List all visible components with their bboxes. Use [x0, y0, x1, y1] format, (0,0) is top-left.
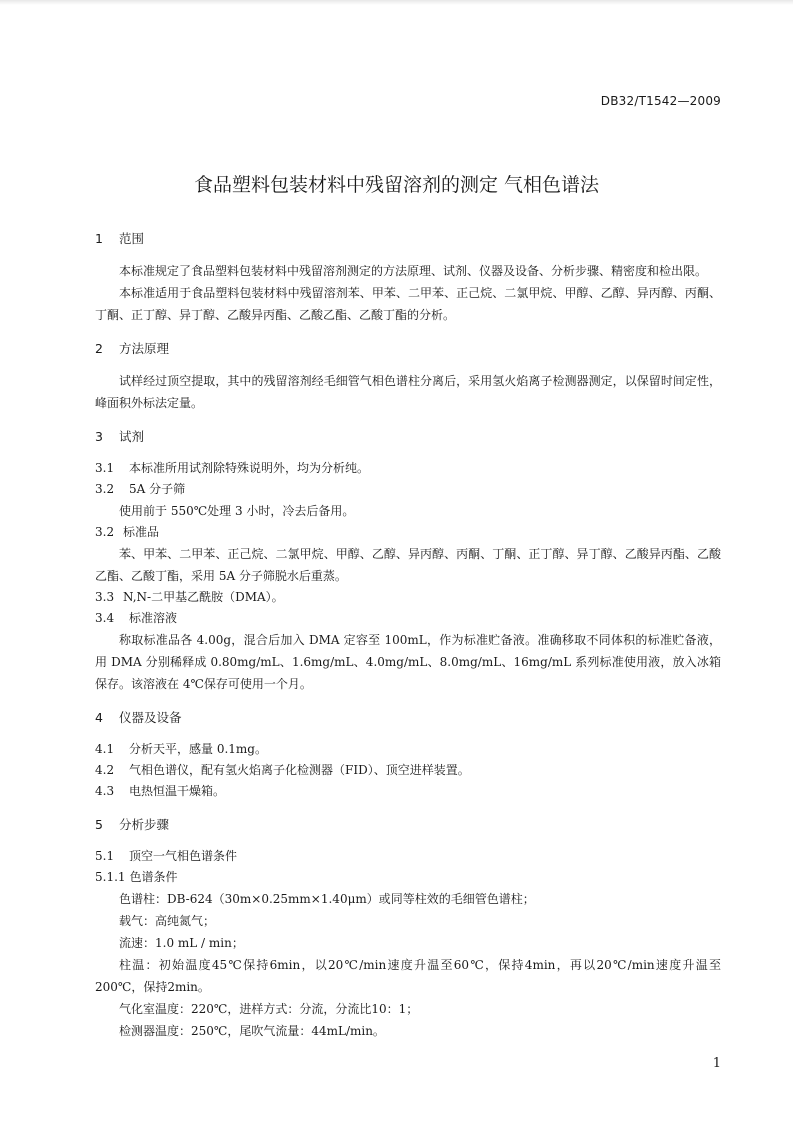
- condition-line: 载气：高纯氮气；: [119, 914, 216, 928]
- clause-text: 本标准所用试剂除特殊说明外，均为分析纯。: [129, 461, 370, 475]
- clause-number: 3.1: [95, 461, 115, 475]
- clause-number: 5.1: [95, 849, 115, 863]
- clause-text: 气相色谱仪，配有氢火焰离子化检测器（FID）、顶空进样装置。: [129, 763, 470, 777]
- section-heading: [95, 340, 721, 358]
- section-title: 范围: [119, 231, 145, 246]
- section-heading: [95, 428, 721, 446]
- clause-text: 电热恒温干燥箱。: [129, 784, 226, 798]
- condition-line: 气化室温度：220℃，进样方式：分流，分流比10：1；: [119, 1002, 419, 1016]
- clause: [95, 587, 721, 608]
- paragraph: 本标准规定了食品塑料包装材料中残留溶剂测定的方法原理、试剂、仪器及设备、分析步骤、精密度和检出限。: [119, 264, 708, 278]
- clause: [95, 522, 721, 543]
- clause-text: N,N-二甲基乙酰胺（DMA）。: [123, 590, 284, 604]
- document-number: DB32/T1542—2009: [600, 94, 721, 108]
- document-body: [95, 230, 721, 1042]
- clause: [95, 781, 721, 802]
- section-number: 5: [95, 817, 103, 832]
- clause-number: 4.1: [95, 742, 115, 756]
- condition-line: 色谱柱：DB-624（30m×0.25mm×1.40μm）或同等柱效的毛细管色谱柱；: [119, 892, 535, 906]
- section-number: 2: [95, 341, 103, 356]
- clause-body: 使用前于 550℃处理 3 小时，冷去后备用。: [119, 504, 355, 518]
- condition-line: 流速：1.0 mL / min；: [119, 936, 244, 950]
- clause: [95, 608, 721, 629]
- clause-text: 标准品: [123, 525, 160, 539]
- page-number: 1: [712, 1056, 721, 1071]
- clause-text: 标准溶液: [129, 611, 178, 625]
- paragraph: 试样经过顶空提取，其中的残留溶剂经毛细管气相色谱柱分离后，采用氢火焰离子检测器测定，以保留时间定性，峰面积外标法定量。: [95, 374, 721, 410]
- clause-text: 色谱条件: [129, 870, 178, 884]
- clause: [95, 458, 721, 479]
- clause-body: 苯、甲苯、二甲苯、正己烷、二氯甲烷、甲醇、乙醇、异丙醇、丙酮、丁酮、正丁醇、异丁醇、乙酸异丙酯、乙酸乙酯、乙酸丁酯，采用 5A 分子筛脱水后重蒸。: [95, 547, 721, 583]
- section-number: 1: [95, 231, 103, 246]
- clause: [95, 846, 721, 867]
- condition-line: 柱温：初始温度45℃保持6min，以20℃/min速度升温至60℃，保持4min，再以20℃/min速度升温至200℃，保持2min。: [95, 958, 721, 994]
- clause-number: 3.2: [95, 482, 115, 496]
- section-title: 分析步骤: [119, 817, 170, 832]
- clause: [95, 479, 721, 500]
- clause-body: 称取标准品各 4.00g，混合后加入 DMA 定容至 100mL，作为标准贮备液。准确移取不同体积的标准贮备液，用 DMA 分别稀释成 0.80mg/mL、1.6mg/mL、4.0mg/mL、8.0mg/mL、16mg/mL 系列标准使用液，放入冰箱保存。该溶液在 4℃保存可使用一个月。: [95, 633, 721, 691]
- clause: [95, 739, 721, 760]
- section-number: 3: [95, 429, 103, 444]
- section-title: 试剂: [119, 429, 145, 444]
- clause-number: 3.3: [95, 590, 115, 604]
- paragraph: 本标准适用于食品塑料包装材料中残留溶剂苯、甲苯、二甲苯、正己烷、二氯甲烷、甲醇、乙醇、异丙醇、丙酮、丁酮、正丁醇、异丁醇、乙酸异丙酯、乙酸乙酯、乙酸丁酯的分析。: [95, 286, 721, 322]
- page-title: 食品塑料包装材料中残留溶剂的测定 气相色谱法: [193, 174, 600, 196]
- scan-top-edge: [0, 0, 793, 5]
- clause-text: 5A 分子筛: [129, 482, 186, 496]
- clause-number: 4.3: [95, 784, 115, 798]
- condition-line: 检测器温度：250℃，尾吹气流量：44mL/min。: [119, 1024, 385, 1038]
- clause-number: 5.1.1: [95, 870, 126, 884]
- clause-text: 分析天平，感量 0.1mg。: [129, 742, 267, 756]
- clause: [95, 760, 721, 781]
- clause-number: 4.2: [95, 763, 115, 777]
- clause: [95, 867, 721, 888]
- section-title: 方法原理: [119, 341, 170, 356]
- section-heading: [95, 709, 721, 727]
- clause-text: 顶空一气相色谱条件: [129, 849, 238, 863]
- clause-number: 3.2: [95, 525, 115, 539]
- section-heading: [95, 816, 721, 834]
- section-title: 仪器及设备: [119, 710, 182, 725]
- section-heading: [95, 230, 721, 248]
- section-number: 4: [95, 710, 103, 725]
- clause-number: 3.4: [95, 611, 115, 625]
